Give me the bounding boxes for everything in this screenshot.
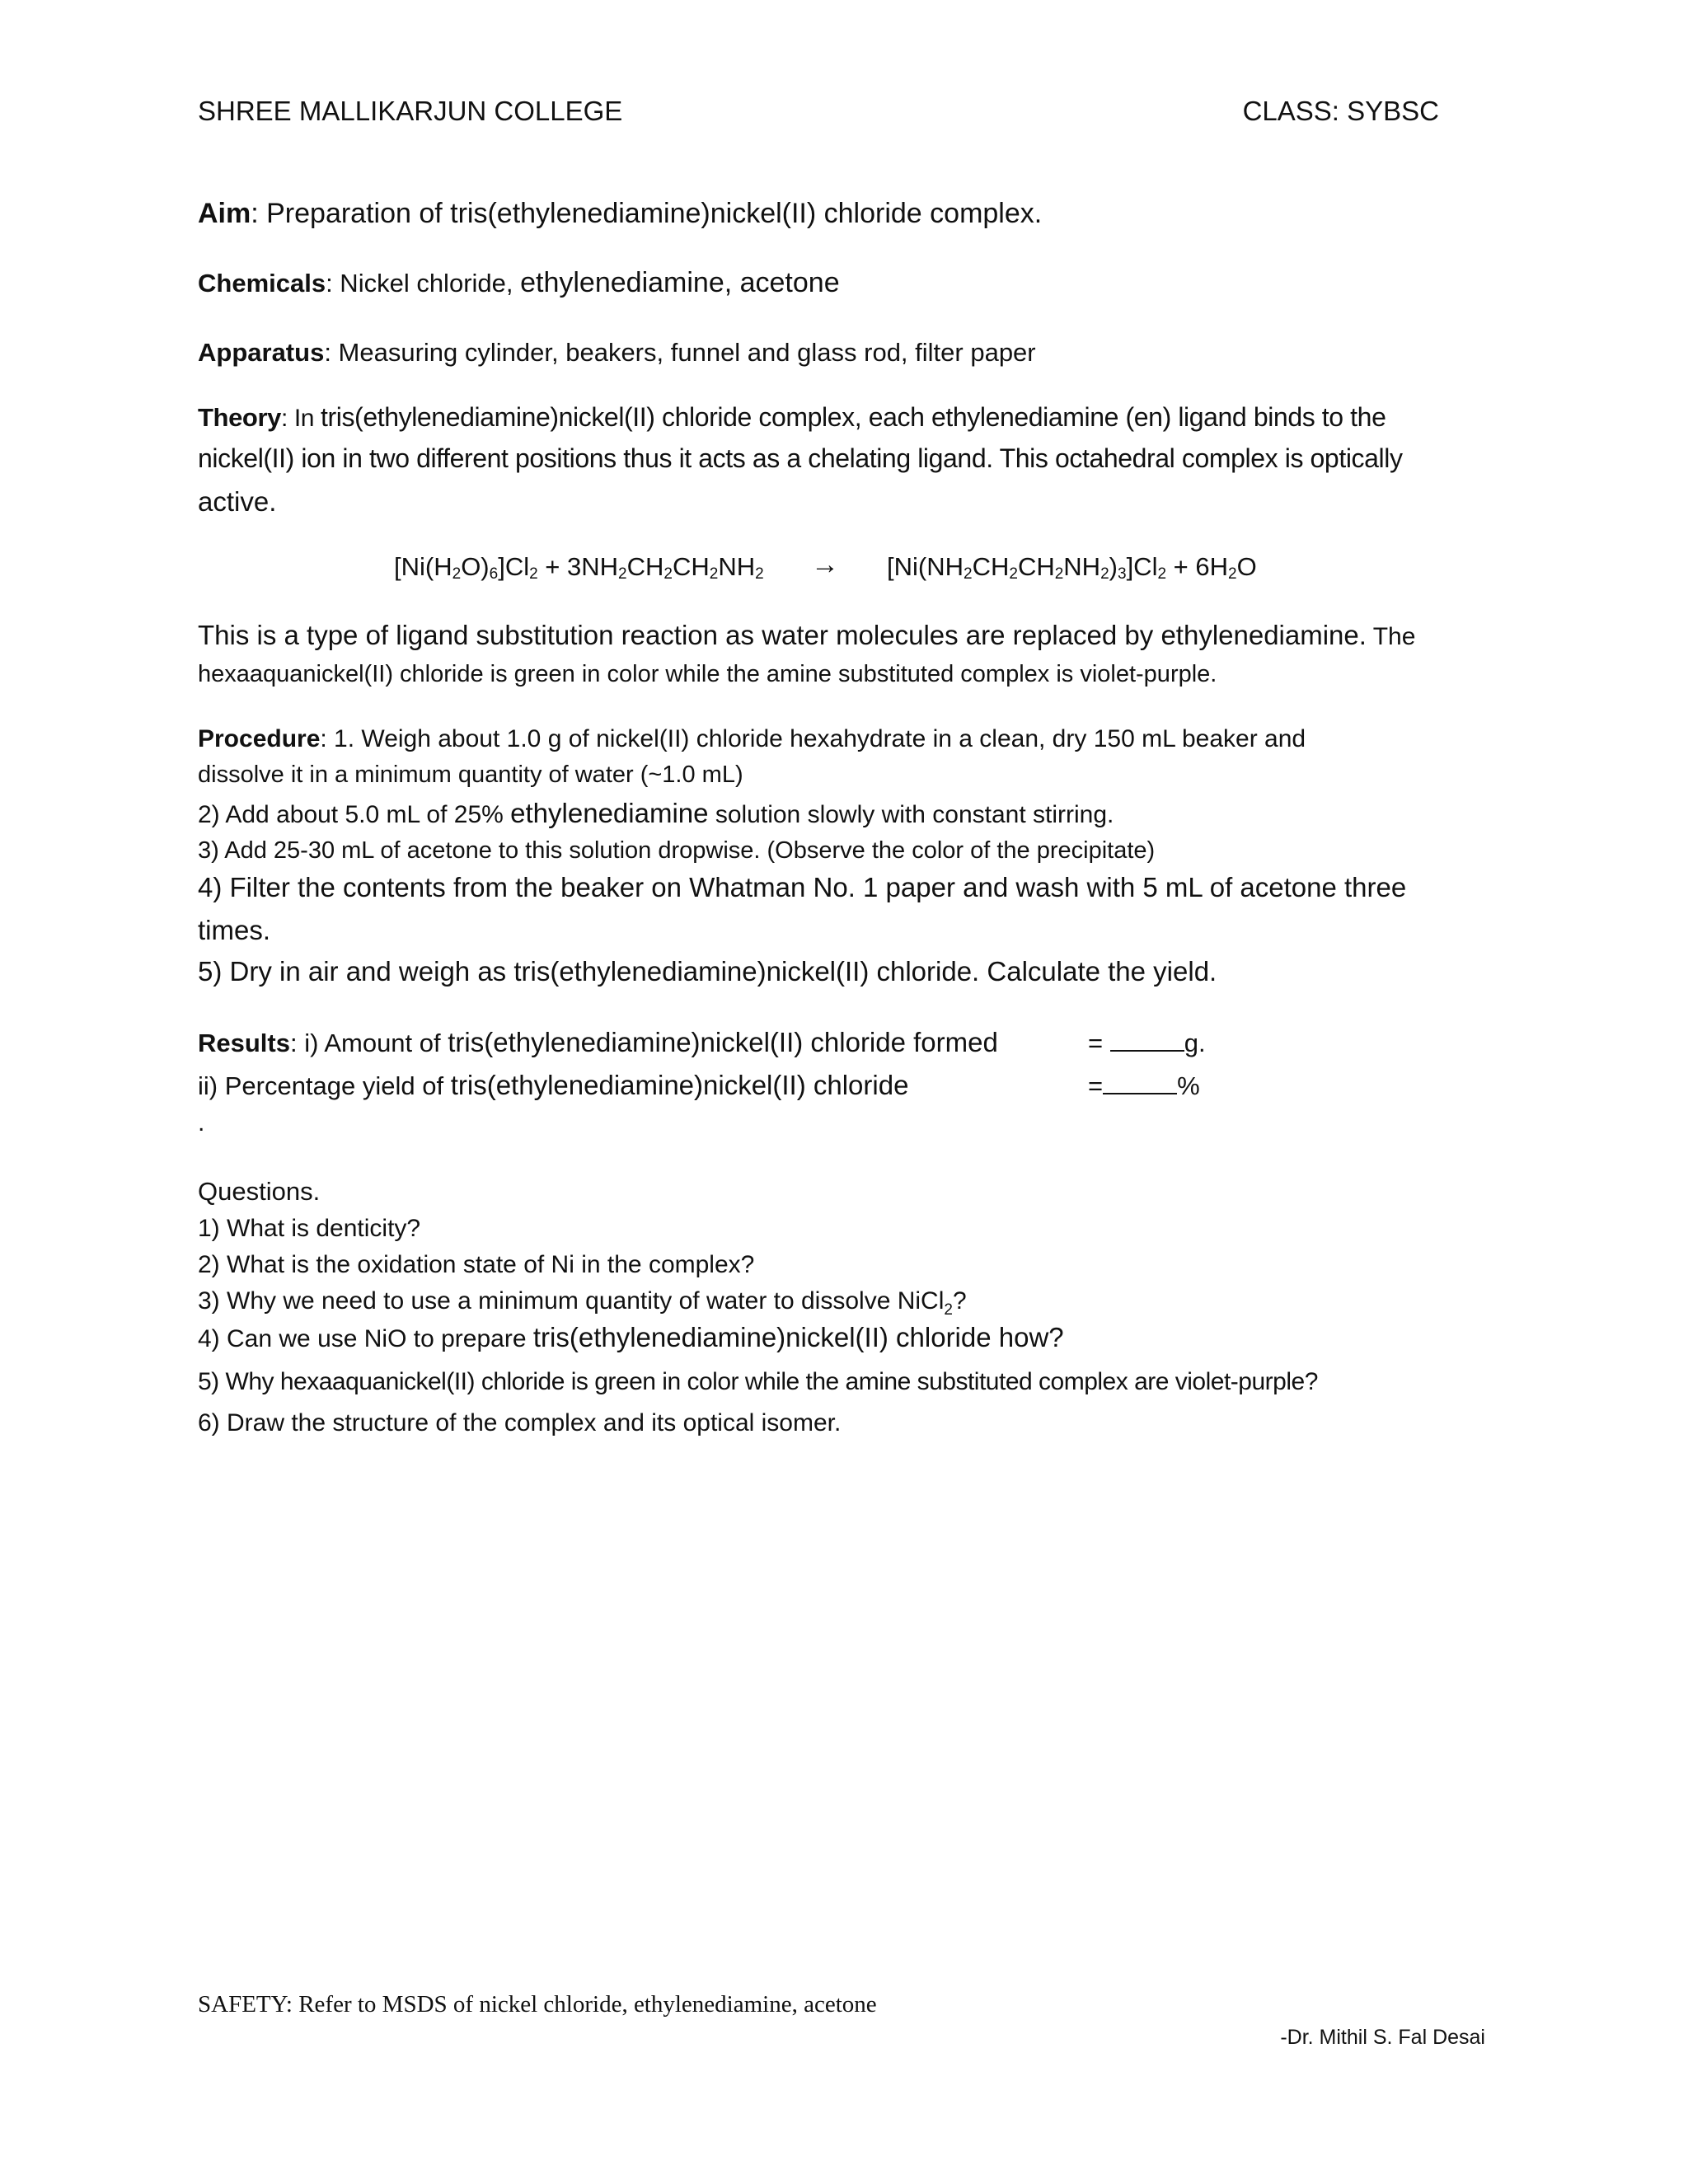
apparatus-text: : Measuring cylinder, beakers, funnel and glass rod, filter paper — [324, 338, 1036, 367]
aim-text: : Preparation of tris(ethylenediamine)nickel(II) chloride complex. — [251, 198, 1043, 229]
aim-section — [198, 198, 1042, 230]
chemicals-text-b: ethylenediamine, acetone — [520, 267, 840, 298]
question-2: 2) What is the oxidation state of Ni in the complex? — [198, 1251, 755, 1278]
result-yield: ii) Percentage yield of tris(ethylenediamine)nickel(II) chloride — [198, 1070, 909, 1100]
author-signature: -Dr. Mithil S. Fal Desai — [1280, 2026, 1485, 2049]
substitution-line-2: hexaaquanickel(II) chloride is green in color while the amine substituted complex is violet-purple. — [198, 661, 1217, 687]
procedure-step-4b: times. — [198, 915, 271, 945]
procedure-step-2: 2) Add about 5.0 mL of 25% ethylenediamine solution slowly with constant stirring. — [198, 798, 1114, 828]
result-amount: Results: i) Amount of tris(ethylenediamine)nickel(II) chloride formed — [198, 1027, 998, 1057]
equation-products: $[Ni(NH_2CH_2CH_2NH_2)_3]Cl_2 + 6H_2O$ — [887, 552, 1257, 583]
theory-line-3: active. — [198, 486, 277, 517]
aim-label: Aim — [198, 198, 251, 229]
procedure-step-4: 4) Filter the contents from the beaker on Whatman No. 1 paper and wash with 5 mL of acetone three — [198, 872, 1407, 902]
procedure-step-3: 3) Add 25-30 mL of acetone to this solution dropwise. (Observe the color of the precipitate) — [198, 837, 1156, 864]
safety-note: SAFETY: Refer to MSDS of nickel chloride, ethylenediamine, acetone — [198, 1991, 877, 2018]
apparatus-section — [198, 338, 1036, 368]
theory-label: Theory — [198, 403, 281, 432]
equation-reactants: $[Ni(H_2O)_6]Cl_2 + 3NH_2CH_2CH_2NH_2$ — [394, 552, 764, 583]
questions-title: Questions. — [198, 1177, 321, 1206]
question-6: 6) Draw the structure of the complex and its optical isomer. — [198, 1409, 842, 1436]
reaction-arrow-icon: → — [811, 549, 839, 580]
results-label: Results — [198, 1029, 290, 1057]
result-amount-value: = g. — [1088, 1029, 1206, 1057]
procedure-step-1: Procedure: 1. Weigh about 1.0 g of nickel(II) chloride hexahydrate in a clean, dry 150 mL beaker and — [198, 725, 1306, 752]
substitution-line-1: This is a type of ligand substitution reaction as water molecules are replaced by ethylenediamine. The — [198, 620, 1416, 650]
results-dot: . — [198, 1109, 205, 1137]
question-5: 5) Why hexaaquanickel(II) chloride is green in color while the amine substituted complex are violet-purple? — [198, 1368, 1318, 1395]
chemicals-section — [198, 267, 840, 299]
result-yield-value: = % — [1088, 1071, 1200, 1100]
apparatus-label: Apparatus — [198, 338, 325, 367]
chemicals-label: Chemicals — [198, 269, 326, 298]
theory-line-2: nickel(II) ion in two different positions thus it acts as a chelating ligand. This octahedral complex is optically — [198, 443, 1403, 473]
theory-line-1: Theory: In tris(ethylenediamine)nickel(II) chloride complex, each ethylenediamine (en) ligand binds to the — [198, 402, 1386, 432]
class-label: CLASS: SYBSC — [1242, 96, 1439, 126]
yield-blank[interactable] — [1103, 1071, 1177, 1094]
procedure-step-5: 5) Dry in air and weigh as tris(ethylenediamine)nickel(II) chloride. Calculate the yield. — [198, 956, 1217, 987]
college-name: SHREE MALLIKARJUN COLLEGE — [198, 96, 623, 126]
chemicals-text-a: : Nickel chloride, — [326, 269, 521, 298]
question-1: 1) What is denticity? — [198, 1215, 421, 1242]
procedure-label: Procedure — [198, 725, 321, 752]
amount-blank[interactable] — [1110, 1029, 1184, 1052]
question-4: 4) Can we use NiO to prepare tris(ethylenediamine)nickel(II) chloride how? — [198, 1322, 1064, 1352]
procedure-step-1b: dissolve it in a minimum quantity of water (~1.0 mL) — [198, 762, 743, 788]
question-3: 3) Why we need to use a minimum quantity of water to dissolve NiCl$_2$? — [198, 1287, 967, 1319]
